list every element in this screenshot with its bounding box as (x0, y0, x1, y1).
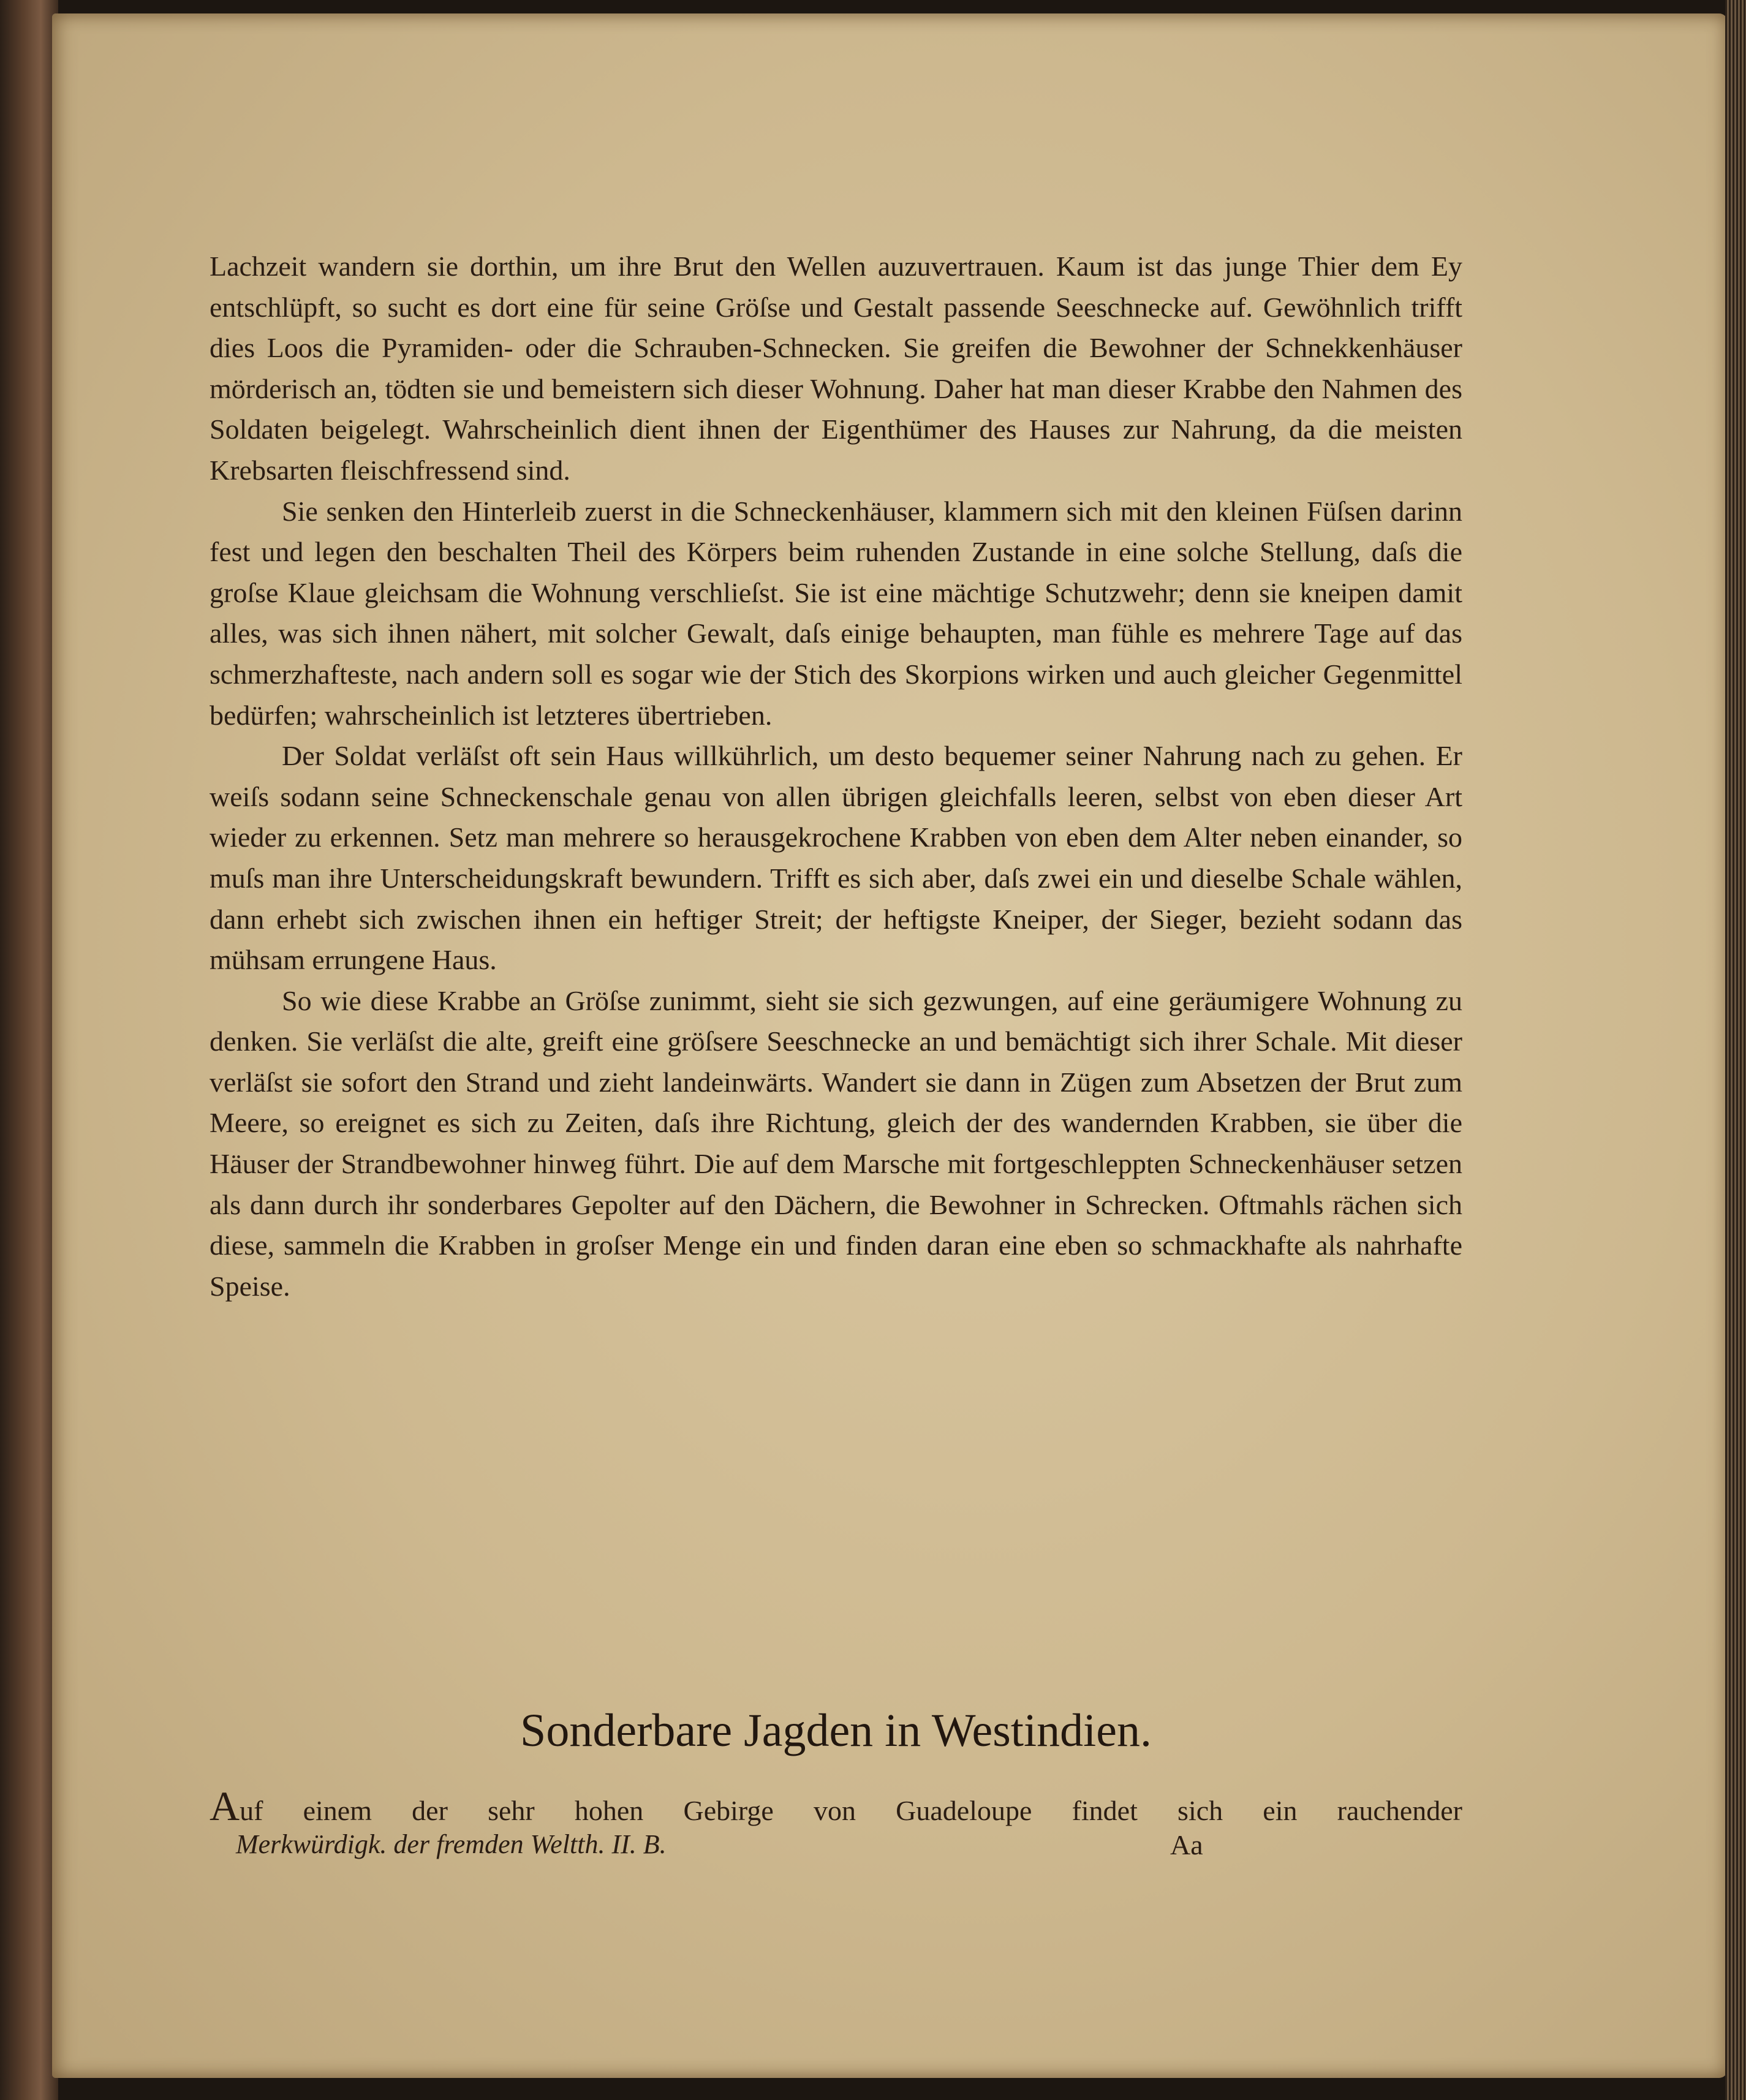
footer-signature: Merkwürdigk. der fremden Weltth. II. B. (236, 1829, 667, 1859)
paragraph: So wie diese Krabbe an Gröſse zunimmt, sieht sie sich gezwungen, auf eine geräumigere Wohnung zu denken. Sie verläſst die alte, greift eine gröſsere Seeschnecke an und bemächtigt sich ihrer Schale. Mit dieser verläſst sie sofort den Strand und zieht landeinwärts. Wandert sie dann in Zügen zum Absetzen der Brut zum Meere, so ereignet es sich zu Zeiten, daſs ihre Richtung, gleich der des wandernden Krabben, sie über die Häuser der Strandbewohner hinweg führt. Die auf dem Marsche mit fortgeschleppten Schneckenhäuser setzen als dann durch ihr sonderbares Gepolter auf den Dächern, die Bewohner in Schrecken. Oftmahls rächen sich diese, sammeln die Krabben in groſser Menge ein und finden daran eine eben so schmackhafte als nahrhafte Speise. (210, 984, 1462, 1302)
paragraph: Lachzeit wandern sie dorthin, um ihre Brut den Wellen auzuvertrauen. Kaum ist das junge Thier dem Ey entschlüpft, so sucht es dort eine für seine Gröſse und Gestalt passende Seeschnecke auf. Gewöhnlich trifft dies Loos die Pyramiden- oder die Schrauben-Schnecken. Sie greifen die Bewohner der Schnekkenhäuser mörderisch an, tödten sie und bemeistern sich dieser Wohnung. Daher hat man dieser Krabbe den Nahmen des Soldaten beigelegt. Wahrscheinlich dient ihnen der Eigenthümer des Hauses zur Nahrung, da die meisten Krebsarten fleischfressend sind. (210, 251, 1462, 486)
first-line-text: uf einem der sehr hohen Gebirge von Guadeloupe findet sich ein rauchender (240, 1795, 1462, 1826)
body-text (210, 246, 1462, 1307)
section-first-line (210, 1783, 1462, 1831)
page-fore-edge (1725, 0, 1746, 2100)
book-spine (0, 0, 58, 2100)
paragraph: Der Soldat verläſst oft sein Haus willkührlich, um desto bequemer seiner Nahrung nach zu gehen. Er weiſs sodann seine Schneckenschale genau von allen übrigen gleichfalls leeren, selbst von eben dieser Art wieder zu erkennen. Setz man mehrere so herausgekrochene Krabben von eben dem Alter neben einander, so muſs man ihre Unterscheidungskraft bewundern. Trifft es sich aber, daſs zwei ein und dieselbe Schale wählen, dann erhebt sich zwischen ihnen ein heftiger Streit; der heftigste Kneiper, der Sieger, bezieht sodann das mühsam errungene Haus. (210, 740, 1462, 976)
initial-letter: A (210, 1783, 240, 1829)
paragraph: Sie senken den Hinterleib zuerst in die Schneckenhäuser, klammern sich mit den kleinen Füſsen darinn fest und legen den beschalten Theil des Körpers beim ruhenden Zustande in eine solche Stellung, daſs die groſse Klaue gleichsam die Wohnung verschlieſst. Sie ist eine mächtige Schutzwehr; denn sie kneipen damit alles, was sich ihnen nähert, mit solcher Gewalt, daſs einige behaupten, man fühle es mehrere Tage auf das schmerzhafteste, nach andern soll es sogar wie der Stich des Skorpions wirken und auch gleicher Gegenmittel bedürfen; wahrscheinlich ist letzteres übertrieben. (210, 495, 1462, 731)
signature-mark: Aa (1170, 1829, 1203, 1860)
section-heading: Sonderbare Jagden in Westindien. (520, 1705, 1152, 1756)
